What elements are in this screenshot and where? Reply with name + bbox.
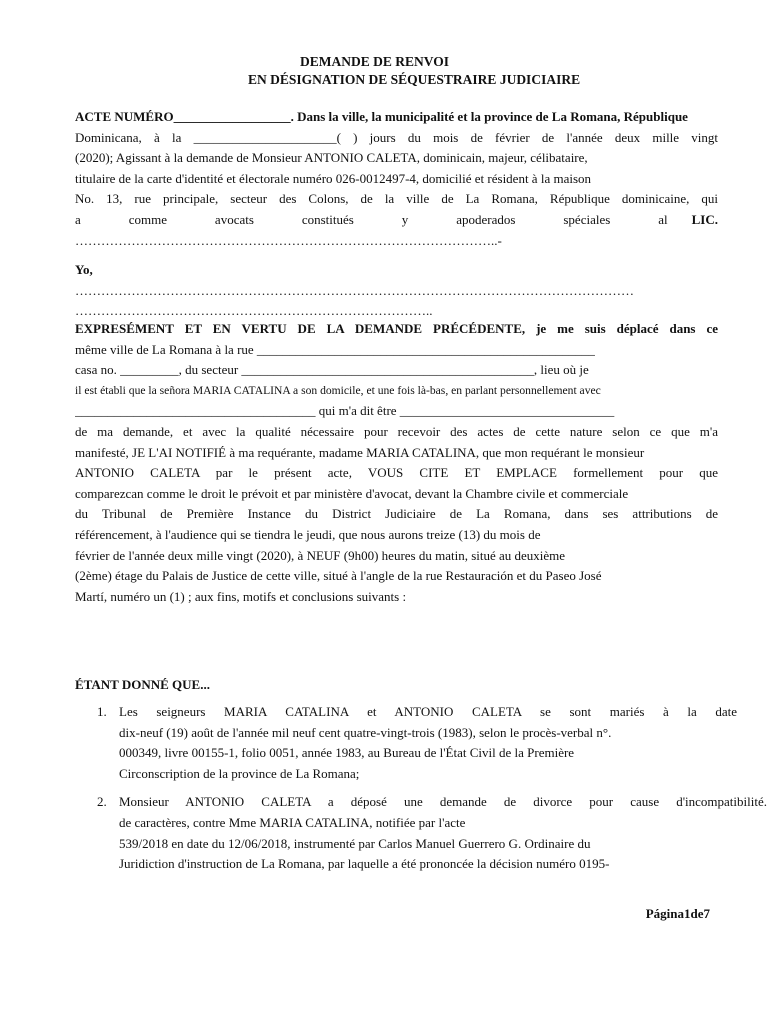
page-number: Página1de7: [645, 906, 710, 921]
main-line-10: du Tribunal de Première Instance du District Judiciaire de La Romana, dans ses attributions de: [75, 506, 718, 522]
yo-line-1: …………………………………………………………………………………………………………………: [75, 282, 634, 298]
list-item-1-line-4: Circonscription de la province de La Romana;: [119, 765, 360, 781]
acte-line-6: [75, 210, 718, 231]
list-item-2-line-1: Monsieur ANTONIO CALETA a déposé une demande de divorce pour cause d'incompatibilité.: [119, 794, 767, 810]
title-line-1: DEMANDE DE RENVOI: [300, 54, 449, 69]
list-item-2-line-3: 539/2018 en date du 12/06/2018, instrumenté par Carlos Manuel Guerrero G. Ordinaire du: [119, 835, 591, 851]
yo-line-2: ………………………………………………………………………..: [75, 303, 433, 319]
main-line-9: comparezcan comme le droit le prévoit et par ministère d'avocat, devant la Chambre civile et commerciale: [75, 485, 629, 501]
main-paragraph: [75, 319, 718, 607]
title-line-2: EN DÉSIGNATION DE SÉQUESTRAIRE JUDICIAIRE: [248, 72, 581, 87]
acte-line-3: (2020); Agissant à la demande de Monsieur ANTONIO CALETA, dominicain, majeur, célibataire,: [75, 150, 588, 166]
main-line-7: manifesté, JE L'AI NOTIFIÉ à ma requérante, madame MARIA CATALINA, que mon requérant le monsieur: [75, 444, 645, 460]
acte-line-5: No. 13, rue principale, secteur des Colons, de la ville de La Romana, République dominicaine, qui: [75, 191, 718, 207]
list-item-1-line-1: Les seigneurs MARIA CATALINA et ANTONIO CALETA se sont mariés à la date: [119, 704, 737, 719]
main-line-8: ANTONIO CALETA par le présent acte, VOUS CITE ET EMPLACE formellement pour que: [75, 465, 718, 481]
list-item-2-line-4: Juridiction d'instruction de La Romana, par laquelle a été prononcée la décision numéro 0195-: [119, 856, 610, 872]
acte-line-7: ……………………………………………………………………………………..-: [75, 232, 502, 248]
main-line-13: (2ème) étage du Palais de Justice de cette ville, situé à l'angle de la rue Restauración et du Paseo José: [75, 568, 602, 584]
acte-line-4: titulaire de la carte d'identité et électorale numéro 026-0012497-4, domicilié et résident à la maison: [75, 170, 592, 186]
acte-line-1: ACTE NUMÉRO__________________. Dans la ville, la municipalité et la province de La Romana, République: [75, 109, 688, 124]
yo-label: Yo,: [75, 262, 93, 277]
acte-line-2: Dominicana, à la ______________________( ) jours du mois de février de l'année deux mille vingt: [75, 129, 718, 145]
list-item-2-number: 2.: [97, 794, 107, 810]
main-line-14: Martí, numéro un (1) ; aux fins, motifs et conclusions suivants :: [75, 588, 407, 604]
main-line-12: février de l'année deux mille vingt (2020), à NEUF (9h00) heures du matin, situé au deuxième: [75, 547, 566, 563]
etant-list: [97, 702, 768, 875]
etant-heading: ÉTANT DONNÉ QUE...: [75, 677, 210, 692]
main-line-5: _____________________________________ qui m'a dit être _________________________________: [75, 403, 615, 419]
main-line-3: casa no. _________, du secteur _____________________________________________, lieu où je: [75, 362, 589, 378]
list-item-1: [97, 702, 768, 784]
main-line-6: de ma demande, et avec la qualité nécessaire pour recevoir des actes de cette nature selon ce que m'a: [75, 423, 718, 439]
list-item-2: [97, 792, 768, 874]
list-item-1-line-3: 000349, livre 00155-1, folio 0051, année 1983, au Bureau de l'État Civil de la Première: [119, 745, 575, 761]
main-line-11: référencement, à l'audience qui se tiendra le jeudi, que nous aurons treize (13) du mois de: [75, 526, 541, 542]
main-line-2: même ville de La Romana à la rue ____________________________________________________: [75, 341, 595, 357]
main-line-4: il est établi que la señora MARIA CATALINA a son domicile, et une fois là-bas, en parlant personnellement avec: [75, 383, 601, 397]
acte-paragraph: [75, 107, 718, 251]
yo-paragraph: [75, 260, 718, 322]
main-line-1: EXPRESÉMENT ET EN VERTU DE LA DEMANDE PRÉCÉDENTE, je me suis déplacé dans ce: [75, 321, 718, 336]
list-item-2-line-2: de caractères, contre Mme MARIA CATALINA, notifiée par l'acte: [119, 814, 466, 830]
acte-line-6-text: a comme avocats constitués y apoderados spéciales al: [75, 211, 668, 227]
acte-line-6-lic: LIC.: [691, 211, 718, 227]
list-item-1-line-2: dix-neuf (19) août de l'année mil neuf cent quatre-vingt-trois (1983), selon le procès-verbal n°.: [119, 724, 612, 740]
list-item-1-number: 1.: [97, 704, 107, 719]
